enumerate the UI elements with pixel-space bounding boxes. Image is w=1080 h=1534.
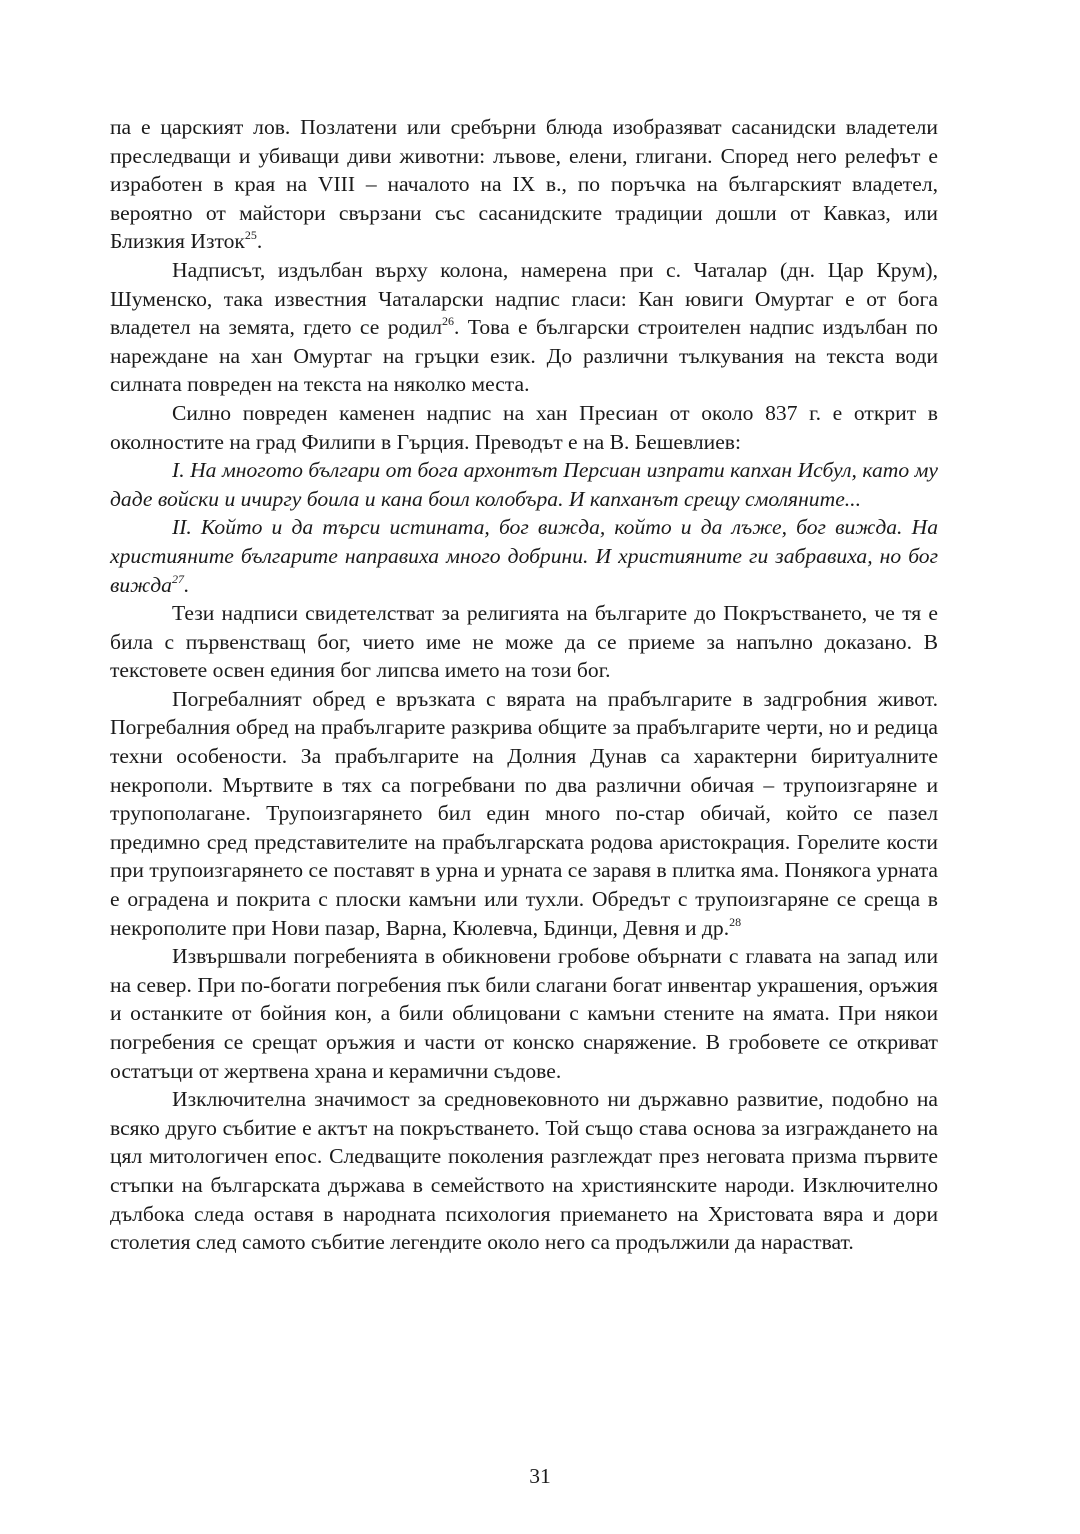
quote-2: II. Който и да търси истината, бог вижда, който и да лъже, бог вижда. На християните българите направиха много добрини. И християните ги забравиха, но бог вижда$^{27}$. [110, 515, 938, 597]
paragraph-7: Изключителна значимост за средновековното ни държавно развитие, подобно на всяко друго събитие е актът на покръстването. Той също става основа за изграждането на цял митологичен епос. Следващите поколения разглеждат през неговата призма първите стъпки на българската държава в семейството на християнските народи. Изключително дълбока следа оставя в народната психология приемането на Христовата вяра и дори столетия след самото събитие легендите около него са продължили да нарастват. [110, 1087, 938, 1255]
paragraph-3: Силно повреден каменен надпис на хан Пресиан от около 837 г. е открит в околностите на град Филипи в Гърция. Преводът е на В. Бешевлиев: [110, 400, 938, 454]
footnote-ref-27[interactable]: 27 [171, 571, 184, 586]
footnote-ref-25[interactable]: 25 [244, 228, 257, 243]
paragraph-5: Погребалният обред е връзката с вярата на прабългарите в задгробния живот. Погребалния обред на прабългарите разкрива общите за прабългарите черти, но и редица техни особености. За прабългарите на Долния Дунав са характерни биритуалните некрополи. Мъртвите в тях са погребвани по два различни обичая – трупоизгаряне и трупополагане. Трупоизгарянето бил един много по-стар обичай, който се пазел предимно сред представителите на прабългарската родова аристокрация. Горелите кости при трупоизгарянето се поставят в урна и урната се заравя в плитка яма. Понякога урната е оградена и покрита с плоски камъни или тухли. Обредът с трупоизгаряне се среща в некрополите при Нови пазар, Варна, Кюлевча, Бдинци, Девня и др.$^{28}$ [110, 686, 938, 940]
body-text [110, 113, 938, 1257]
paragraph-6: Извършвали погребенията в обикновени гробове обърнати с главата на запад или на север. При по-богати погребения пък били слагани богат инвентар украшения, оръжия и останките от бойния кон, а били облицовани с камъни стените на ямата. При някои погребения се срещат оръжия и части от конско снаряжение. В гробовете се откриват остатъци от жертвена храна и керамични съдове. [110, 944, 938, 1083]
paragraph-4: Тези надписи свидетелстват за религията на българите до Покръстването, че тя е била с първенстващ бог, чието име не може да се приеме за напълно доказано. В текстовете освен единия бог липсва името на този бог. [110, 601, 938, 683]
footnote-ref-26[interactable]: 26 [442, 314, 455, 329]
footnote-ref-28[interactable]: 28 [729, 914, 742, 929]
paragraph-2: Надписът, издълбан върху колона, намерена при с. Чаталар (дн. Цар Крум), Шуменско, така известния Чаталарски надпис гласи: Кан ювиги Омуртаг е от бога владетел на земята, гдето се родил$^{26}$. Това е български строителен надпис издълбан по нареждане на хан Омуртаг на гръцки език. До различни тълкувания на текста води силната повреден на текста на няколко места. [110, 257, 938, 397]
quote-1: I. На многото българи от бога архонтът Персиан изпрати капхан Исбул, като му даде войски и ичиргу боила и кана боил колобъра. И капханът срещу смоляните... [110, 458, 938, 511]
page-number: 31 [529, 1464, 551, 1488]
paragraph-1: па е царският лов. Позлатени или сребърни блюда изобразяват сасанидски владетели преследващи и убиващи диви животни: лъвове, елени, глигани. Според него релефът е изработен в края на VIII – началото на IX в., по поръчка на българският владетел, вероятно от майстори свързани със сасанидските традиции дошли от Кавказ, или Близкия Изток$^{25}$. [110, 115, 938, 254]
